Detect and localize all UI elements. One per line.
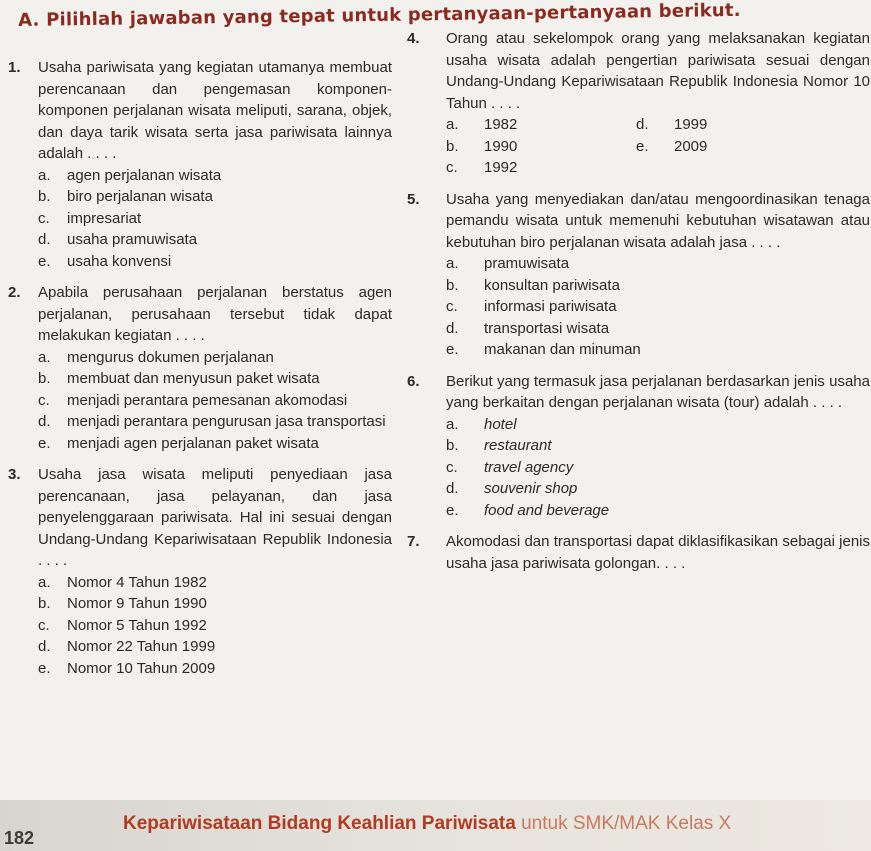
option-letter: e.	[38, 434, 51, 452]
question-text: Apabila perusahaan perjalanan berstatus agen perjalanan, perusahaan tersebut tidak dapat melakukan kegiatan . . . .	[38, 284, 392, 344]
option-text: Nomor 9 Tahun 1990	[67, 595, 207, 612]
option-letter: e.	[446, 341, 459, 358]
question-text: Usaha yang menyediakan dan/atau mengoordinasikan tenaga pemandu wisata untuk memenuhi kebutuhan wisatawan atau kebutuhan biro perjalanan wisata adalah jasa . . . .	[446, 190, 870, 251]
question-6	[400, 371, 870, 522]
option-letter: e.	[38, 252, 51, 270]
option-letter: a.	[446, 116, 459, 133]
option-letter: b.	[38, 188, 51, 205]
question-text: Berikut yang termasuk jasa perjalanan berdasarkan jenis usaha yang berkaitan dengan perjalanan wisata (tour) adalah . . . .	[446, 372, 870, 411]
option-letter: d.	[38, 638, 51, 655]
option-text: Nomor 4 Tahun 1982	[67, 573, 207, 591]
question-number: 4.	[407, 30, 420, 47]
option-c[interactable]	[38, 615, 392, 637]
option-letter: c.	[446, 159, 458, 176]
question-1	[0, 57, 392, 272]
page-number: 182	[4, 828, 35, 848]
book-title	[123, 813, 731, 835]
option-c[interactable]	[446, 457, 870, 479]
question-number: 3.	[8, 466, 21, 483]
question-number: 1.	[8, 59, 21, 76]
option-text: Nomor 5 Tahun 1992	[67, 616, 207, 634]
right-column	[400, 28, 870, 576]
question-7	[400, 531, 870, 574]
left-column	[0, 57, 392, 681]
question-text: Orang atau sekelompok orang yang melaksanakan kegiatan usaha wisata adalah pengertian pariwisata sesuai dengan Undang-Undang Kepariwisataan Republik Indonesia Nomor 10 Tahun . . . .	[446, 30, 870, 112]
option-text: agen perjalanan wisata	[67, 166, 222, 184]
option-text: menjadi perantara pengurusan jasa transportasi	[67, 413, 386, 430]
question-number: 5.	[407, 190, 420, 208]
option-e[interactable]	[636, 136, 836, 158]
book-title-main: Kepariwisataan Bidang Keahlian Pariwisata	[123, 813, 516, 834]
option-letter: a.	[446, 415, 459, 433]
option-letter: b.	[38, 595, 51, 612]
option-d[interactable]	[38, 229, 392, 251]
option-text: transportasi wisata	[484, 319, 610, 337]
option-b[interactable]	[38, 368, 392, 390]
option-letter: c.	[38, 209, 50, 227]
book-title-sub: untuk SMK/MAK Kelas X	[521, 813, 732, 834]
option-letter: d.	[38, 231, 51, 248]
option-text: 1999	[674, 116, 708, 133]
option-letter: e.	[38, 659, 51, 677]
section-title: A. Pilihlah jawaban yang tepat untuk pertanyaan-pertanyaan berikut.	[18, 0, 741, 31]
option-text: konsultan pariwisata	[484, 276, 620, 294]
option-b[interactable]	[38, 186, 392, 208]
option-letter: d.	[636, 116, 649, 133]
option-a[interactable]	[446, 114, 636, 136]
option-text: mengurus dokumen perjalanan	[67, 348, 274, 366]
option-letter: d.	[446, 480, 459, 497]
option-d[interactable]	[38, 636, 392, 658]
question-text: Usaha pariwisata yang kegiatan utamanya membuat perencanaan dan pengemasan komponen-komponen perjalanan wisata meliputi, sarana, objek, dan daya tarik wisata serta jasa pariwisata lainnya adalah . . . .	[38, 59, 392, 162]
option-letter: a.	[446, 255, 459, 272]
option-text: biro perjalanan wisata	[67, 188, 213, 205]
option-letter: b.	[446, 137, 459, 155]
question-number: 7.	[407, 533, 420, 550]
option-text: Nomor 10 Tahun 2009	[67, 659, 216, 677]
option-text: usaha konvensi	[67, 252, 172, 270]
option-text: informasi pariwisata	[484, 298, 617, 315]
option-e[interactable]	[38, 658, 392, 680]
option-e[interactable]	[38, 433, 392, 455]
option-text: membuat dan menyusun paket wisata	[67, 370, 320, 387]
option-text: 1990	[484, 137, 518, 155]
question-number: 6.	[407, 372, 420, 390]
option-letter: b.	[446, 437, 459, 454]
option-text: food and beverage	[484, 501, 610, 519]
option-b[interactable]	[446, 435, 870, 457]
option-b[interactable]	[446, 136, 636, 158]
question-number: 2.	[8, 284, 21, 301]
option-text: impresariat	[67, 209, 142, 227]
option-c[interactable]	[38, 208, 392, 230]
option-e[interactable]	[446, 500, 870, 522]
option-a[interactable]	[38, 572, 392, 594]
option-text: Nomor 22 Tahun 1999	[67, 638, 216, 655]
question-text: Usaha jasa wisata meliputi penyediaan jasa perencanaan, jasa pelayanan, dan jasa penyelenggaraan pariwisata. Hal ini sesuai dengan Undang-Undang Kepariwisataan Republik Indonesia . . . .	[38, 466, 392, 569]
option-e[interactable]	[38, 251, 392, 273]
option-letter: b.	[38, 370, 51, 387]
question-text: Akomodasi dan transportasi dapat diklasifikasikan sebagai jenis usaha jasa pariwisata golongan. . . .	[446, 533, 870, 572]
option-d[interactable]	[38, 411, 392, 433]
option-a[interactable]	[446, 414, 870, 436]
option-letter: a.	[38, 348, 51, 366]
option-b[interactable]	[38, 593, 392, 615]
option-letter: d.	[38, 413, 51, 430]
option-letter: a.	[38, 573, 51, 591]
option-letter: c.	[38, 391, 50, 409]
question-2	[0, 282, 392, 454]
option-c[interactable]	[446, 157, 636, 179]
option-a[interactable]	[446, 253, 870, 275]
option-text: 1992	[484, 159, 518, 176]
option-letter: e.	[636, 137, 649, 155]
option-c[interactable]	[446, 296, 870, 318]
option-a[interactable]	[38, 347, 392, 369]
option-d[interactable]	[446, 478, 870, 500]
option-d[interactable]	[446, 318, 870, 340]
option-text: 2009	[674, 137, 708, 155]
option-letter: c.	[446, 298, 458, 315]
option-text: souvenir shop	[484, 480, 578, 497]
option-text: travel agency	[484, 458, 574, 476]
option-letter: e.	[446, 501, 459, 519]
option-letter: c.	[38, 616, 50, 634]
option-letter: a.	[38, 166, 51, 184]
option-text: usaha pramuwisata	[67, 231, 198, 248]
option-text: restaurant	[484, 437, 552, 454]
option-text: makanan dan minuman	[484, 341, 641, 358]
option-text: pramuwisata	[484, 255, 570, 272]
option-e[interactable]	[446, 339, 870, 361]
question-5	[400, 189, 870, 361]
option-b[interactable]	[446, 275, 870, 297]
option-text: menjadi agen perjalanan paket wisata	[67, 434, 319, 452]
option-c[interactable]	[38, 390, 392, 412]
option-text: 1982	[484, 116, 518, 133]
question-4	[400, 28, 870, 179]
option-text: hotel	[484, 415, 517, 433]
option-text: menjadi perantara pemesanan akomodasi	[67, 391, 348, 409]
option-letter: d.	[446, 319, 459, 337]
question-3	[0, 464, 392, 679]
option-letter: c.	[446, 458, 458, 476]
option-d[interactable]	[636, 114, 836, 136]
option-letter: b.	[446, 276, 459, 294]
option-a[interactable]	[38, 165, 392, 187]
